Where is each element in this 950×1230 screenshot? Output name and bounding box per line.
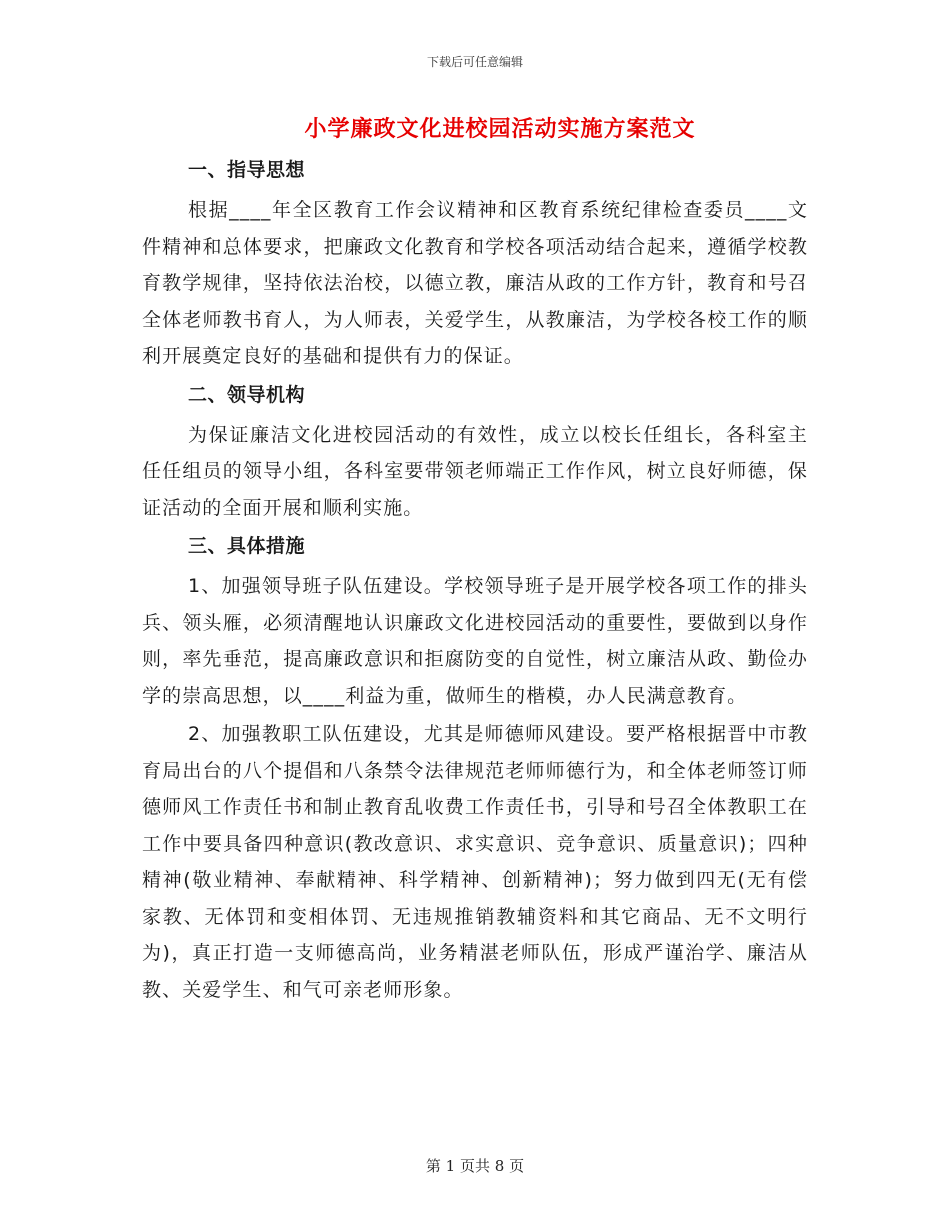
paragraph: 2、加强教职工队伍建设，尤其是师德师风建设。要严格根据晋中市教育局出台的八个提倡和八条禁令法律规范老师师德行为，和全体老师签订师德师风工作责任书和制止教育乱收费工作责任书，引导和号召全体教职工在工作中要具备四种意识(教改意识、求实意识、竞争意识、质量意识)；四种精神(敬业精神、奉献精神、科学精神、创新精神)；努力做到四无(无有偿家教、无体罚和变相体罚、无违规推销教辅资料和其它商品、无不文明行为)，真正打造一支师德高尚，业务精湛老师队伍，形成严谨治学、廉洁从教、关爱学生、和气可亲老师形象。 [142, 723, 808, 1001]
section-heading: 二、领导机构 [188, 383, 306, 406]
section-guiding-ideology [142, 152, 808, 375]
section-heading: 一、指导思想 [188, 159, 306, 181]
section-leadership [142, 377, 808, 527]
paragraph: 1、加强领导班子队伍建设。学校领导班子是开展学校各项工作的排头兵、领头雁，必须清醒地认识廉政文化进校园活动的重要性，要做到以身作则，率先垂范，提高廉政意识和拒腐防变的自觉性，树立廉洁从政、勤俭办学的崇高思想，以____利益为重，做师生的楷模，办人民满意教育。 [142, 575, 808, 707]
document-title: 小学廉政文化进校园活动实施方案范文 [304, 116, 696, 142]
paragraph: 为保证廉洁文化进校园活动的有效性，成立以校长任组长，各科室主任任组员的领导小组，各科室要带领老师端正工作作风，树立良好师德，保证活动的全面开展和顺利实施。 [142, 423, 808, 519]
paragraph: 根据____年全区教育工作会议精神和区教育系统纪律检查委员____文件精神和总体要求，把廉政文化教育和学校各项活动结合起来，遵循学校教育教学规律，坚持依法治校，以德立教，廉洁从政的工作方针，教育和号召全体老师教书育人，为人师表，关爱学生，从教廉洁，为学校各校工作的顺利开展奠定良好的基础和提供有力的保证。 [142, 199, 808, 367]
page-header-note: 下载后可任意编辑 [426, 55, 523, 69]
page-number: 第 1 页共 8 页 [425, 1157, 525, 1175]
section-heading: 三、具体措施 [188, 535, 306, 557]
document-body [142, 152, 808, 1010]
section-measures [142, 528, 808, 1008]
